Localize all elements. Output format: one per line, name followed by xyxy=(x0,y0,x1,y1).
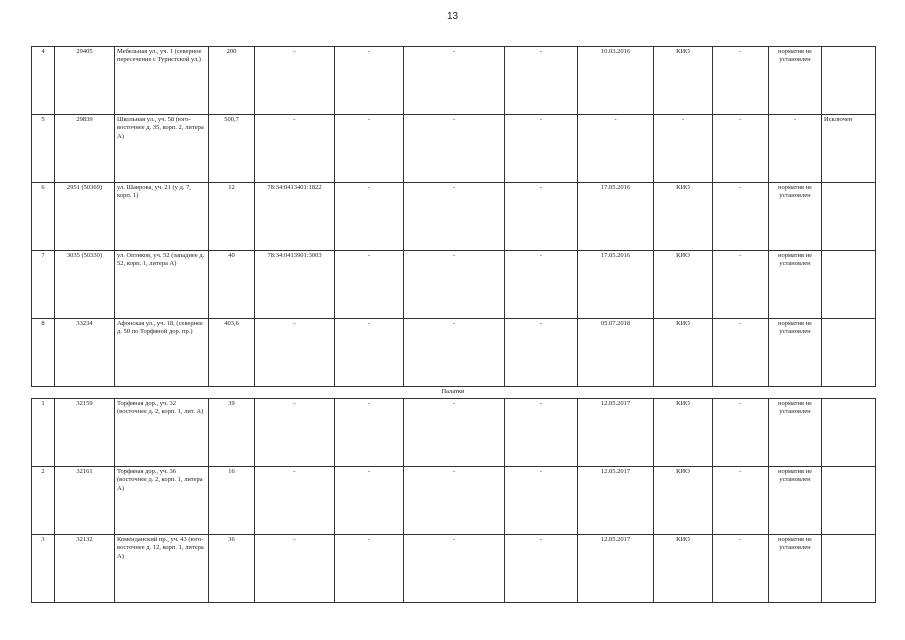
table-row xyxy=(32,467,876,535)
cell-note: Исключен xyxy=(822,115,876,183)
cell-number: 4 xyxy=(32,47,55,115)
cell-number: 1 xyxy=(32,399,55,467)
cell-id: 2951 (50369) xyxy=(55,183,115,251)
cell-note xyxy=(822,535,876,603)
cell-norm: норматив не установлен xyxy=(769,535,822,603)
cell-org: КИО xyxy=(654,399,713,467)
table-row xyxy=(32,251,876,319)
cell-org: КИО xyxy=(654,467,713,535)
cell-col7: - xyxy=(505,467,578,535)
cell-note xyxy=(822,399,876,467)
cell-norm: норматив не установлен xyxy=(769,399,822,467)
cell-org: КИО xyxy=(654,183,713,251)
cell-col10: - xyxy=(713,115,769,183)
cell-col5: - xyxy=(335,47,404,115)
cell-col5: - xyxy=(335,399,404,467)
cell-area: 12 xyxy=(209,183,255,251)
cell-date: 10.03.2016 xyxy=(578,47,654,115)
cell-col10: - xyxy=(713,251,769,319)
table-row xyxy=(32,183,876,251)
cell-address: Коменданский пр., уч. 43 (юго-восточнее д. 12, корп. 1, литера А) xyxy=(115,535,209,603)
cell-number: 6 xyxy=(32,183,55,251)
cell-col5: - xyxy=(335,115,404,183)
cell-col5: - xyxy=(335,467,404,535)
cell-col6: - xyxy=(404,467,505,535)
cell-number: 5 xyxy=(32,115,55,183)
cell-area: 500,7 xyxy=(209,115,255,183)
cell-col5: - xyxy=(335,319,404,387)
cell-col7: - xyxy=(505,399,578,467)
cell-area: 403,6 xyxy=(209,319,255,387)
cell-address: ул. Оптиков, уч. 52 (западнее д. 52, корп. 1, литера А) xyxy=(115,251,209,319)
cell-address: Афонская ул., уч. 18, (севернее д. 50 по Торфяной дор. пр.) xyxy=(115,319,209,387)
cell-col5: - xyxy=(335,251,404,319)
cell-col10: - xyxy=(713,319,769,387)
cell-col7: - xyxy=(505,47,578,115)
cell-area: 40 xyxy=(209,251,255,319)
cell-cadastral: - xyxy=(255,115,335,183)
table-row xyxy=(32,115,876,183)
cell-col10: - xyxy=(713,47,769,115)
cell-id: 32132 xyxy=(55,535,115,603)
cell-note xyxy=(822,183,876,251)
cell-org: КИО xyxy=(654,319,713,387)
cell-number: 2 xyxy=(32,467,55,535)
cell-area: 16 xyxy=(209,467,255,535)
cell-date: 17.05.2016 xyxy=(578,251,654,319)
cell-address: Школьная ул., уч. 58 (юго-восточнее д. 35, корп. 2, литера А) xyxy=(115,115,209,183)
cell-cadastral: - xyxy=(255,467,335,535)
cell-address: ул. Шаврова, уч. 21 (у д. 7, корп. 1) xyxy=(115,183,209,251)
cell-col10: - xyxy=(713,183,769,251)
cell-col7: - xyxy=(505,183,578,251)
cell-note xyxy=(822,251,876,319)
cell-col7: - xyxy=(505,535,578,603)
tents-table xyxy=(31,398,876,603)
cell-id: 29839 xyxy=(55,115,115,183)
cell-org: КИО xyxy=(654,535,713,603)
cell-date: 05.07.2018 xyxy=(578,319,654,387)
table-row xyxy=(32,399,876,467)
cell-col7: - xyxy=(505,319,578,387)
cell-cadastral: - xyxy=(255,319,335,387)
cell-cadastral: 78:34:0413401:1822 xyxy=(255,183,335,251)
cell-id: 32159 xyxy=(55,399,115,467)
cell-area: 36 xyxy=(209,535,255,603)
cell-cadastral: - xyxy=(255,47,335,115)
cell-col10: - xyxy=(713,535,769,603)
cell-col5: - xyxy=(335,535,404,603)
cell-col5: - xyxy=(335,183,404,251)
section-heading: Палатки xyxy=(441,388,465,395)
cell-cadastral: - xyxy=(255,535,335,603)
cell-norm: норматив не установлен xyxy=(769,319,822,387)
cell-note xyxy=(822,319,876,387)
cell-id: 32161 xyxy=(55,467,115,535)
cell-col6: - xyxy=(404,319,505,387)
cell-col7: - xyxy=(505,251,578,319)
cell-norm: - xyxy=(769,115,822,183)
cell-number: 8 xyxy=(32,319,55,387)
cell-date: - xyxy=(578,115,654,183)
cell-id: 33234 xyxy=(55,319,115,387)
cell-number: 3 xyxy=(32,535,55,603)
cell-col6: - xyxy=(404,115,505,183)
cell-note xyxy=(822,467,876,535)
cell-col6: - xyxy=(404,47,505,115)
cell-norm: норматив не установлен xyxy=(769,467,822,535)
cell-date: 17.05.2016 xyxy=(578,183,654,251)
cell-id: 3035 (50330) xyxy=(55,251,115,319)
cell-norm: норматив не установлен xyxy=(769,183,822,251)
cell-col6: - xyxy=(404,251,505,319)
cell-note xyxy=(822,47,876,115)
cell-cadastral: - xyxy=(255,399,335,467)
cell-org: КИО xyxy=(654,251,713,319)
cell-org: - xyxy=(654,115,713,183)
cell-address: Торфяная дор., уч. 32 (восточнее д. 2, корп. 1, лит. А) xyxy=(115,399,209,467)
table-row xyxy=(32,47,876,115)
cell-col6: - xyxy=(404,183,505,251)
table-row xyxy=(32,319,876,387)
cell-col7: - xyxy=(505,115,578,183)
cell-norm: норматив не установлен xyxy=(769,251,822,319)
cell-date: 12.05.2017 xyxy=(578,535,654,603)
cell-date: 12.05.2017 xyxy=(578,467,654,535)
cell-number: 7 xyxy=(32,251,55,319)
cell-area: 39 xyxy=(209,399,255,467)
cell-col10: - xyxy=(713,467,769,535)
cell-col6: - xyxy=(404,535,505,603)
objects-table xyxy=(31,46,876,387)
cell-col6: - xyxy=(404,399,505,467)
cell-cadastral: 78:34:0413901:3003 xyxy=(255,251,335,319)
cell-address: Торфяная дор., уч. 36 (восточнее д. 2, корп. 1, литера А) xyxy=(115,467,209,535)
cell-org: КИО xyxy=(654,47,713,115)
cell-id: 29405 xyxy=(55,47,115,115)
cell-date: 12.05.2017 xyxy=(578,399,654,467)
cell-norm: норматив не установлен xyxy=(769,47,822,115)
cell-address: Мебельная ул., уч. 1 (северное пересечение с Туристской ул.) xyxy=(115,47,209,115)
cell-col10: - xyxy=(713,399,769,467)
table-row xyxy=(32,535,876,603)
cell-area: 200 xyxy=(209,47,255,115)
page-number: 13 xyxy=(446,11,459,22)
